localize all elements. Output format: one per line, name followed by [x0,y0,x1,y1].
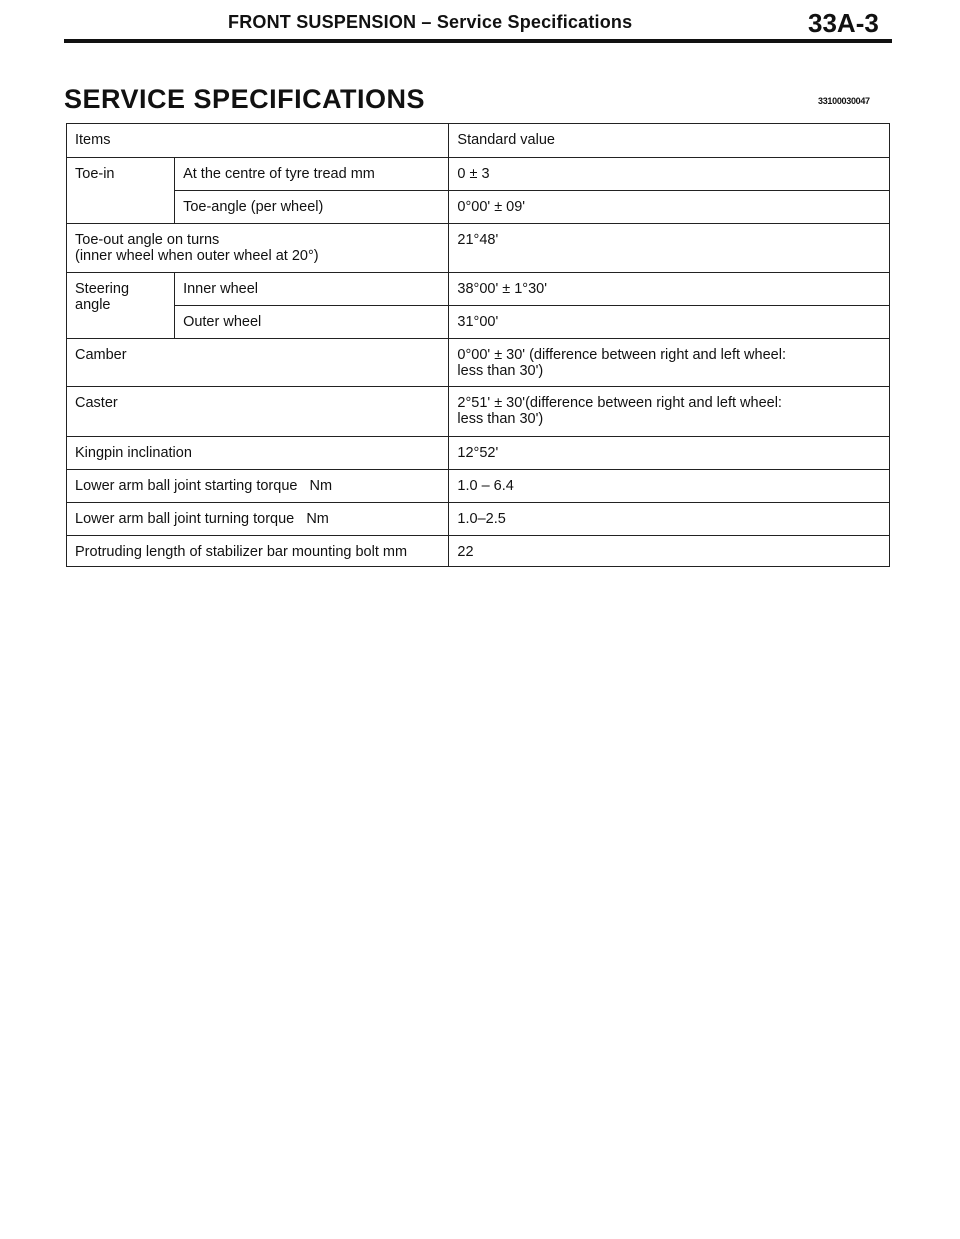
value-line: 0°00' ± 30' (difference between right and left wheel: [457,347,786,363]
specifications-table [66,123,890,567]
page-header [0,8,960,38]
item-cell: Kingpin inclination [67,437,449,470]
section-code: 33100030047 [818,96,870,106]
item-line: (inner wheel when outer wheel at 20°) [75,248,319,264]
table-row [67,273,890,306]
value-cell: 38°00' ± 1°30' [449,273,890,306]
item-cell: Lower arm ball joint turning torque Nm [67,503,449,536]
value-line: less than 30') [457,363,544,379]
item-line: Toe-out angle on turns [75,232,220,248]
item-cell: Inner wheel [175,273,449,306]
value-cell: 0 ± 3 [449,158,890,191]
steering-angle-label: Steering angle [67,273,175,339]
value-cell: 21°48' [449,224,890,273]
item-cell: Lower arm ball joint starting torque Nm [67,470,449,503]
table-row [67,387,890,437]
header-items: Items [67,124,449,158]
value-cell: 22 [449,536,890,567]
item-cell: Camber [67,339,449,387]
table-row [67,536,890,567]
header-value: Standard value [449,124,890,158]
table-row [67,191,890,224]
value-line: less than 30') [457,411,544,427]
table-row [67,470,890,503]
table-row [67,437,890,470]
header-rule [64,39,892,43]
value-line: 2°51' ± 30'(difference between right and left wheel: [457,395,782,411]
item-cell: Outer wheel [175,306,449,339]
value-cell: 31°00' [449,306,890,339]
item-cell: Toe-angle (per wheel) [175,191,449,224]
table-header-row [67,124,890,158]
value-cell: 1.0 – 6.4 [449,470,890,503]
header-title: FRONT SUSPENSION – Service Specifications [228,12,633,32]
value-cell [449,339,890,387]
section-title: SERVICE SPECIFICATIONS [64,84,426,114]
item-cell [67,224,449,273]
value-cell: 12°52' [449,437,890,470]
toe-in-label: Toe-in [67,158,175,224]
table-row [67,158,890,191]
item-cell: Caster [67,387,449,437]
value-cell [449,387,890,437]
value-cell: 0°00' ± 09' [449,191,890,224]
item-cell: At the centre of tyre tread mm [175,158,449,191]
table-row [67,503,890,536]
table-row [67,224,890,273]
page-number: 33A-3 [808,8,879,38]
table-row [67,339,890,387]
item-cell: Protruding length of stabilizer bar mounting bolt mm [67,536,449,567]
table-row [67,306,890,339]
value-cell: 1.0–2.5 [449,503,890,536]
